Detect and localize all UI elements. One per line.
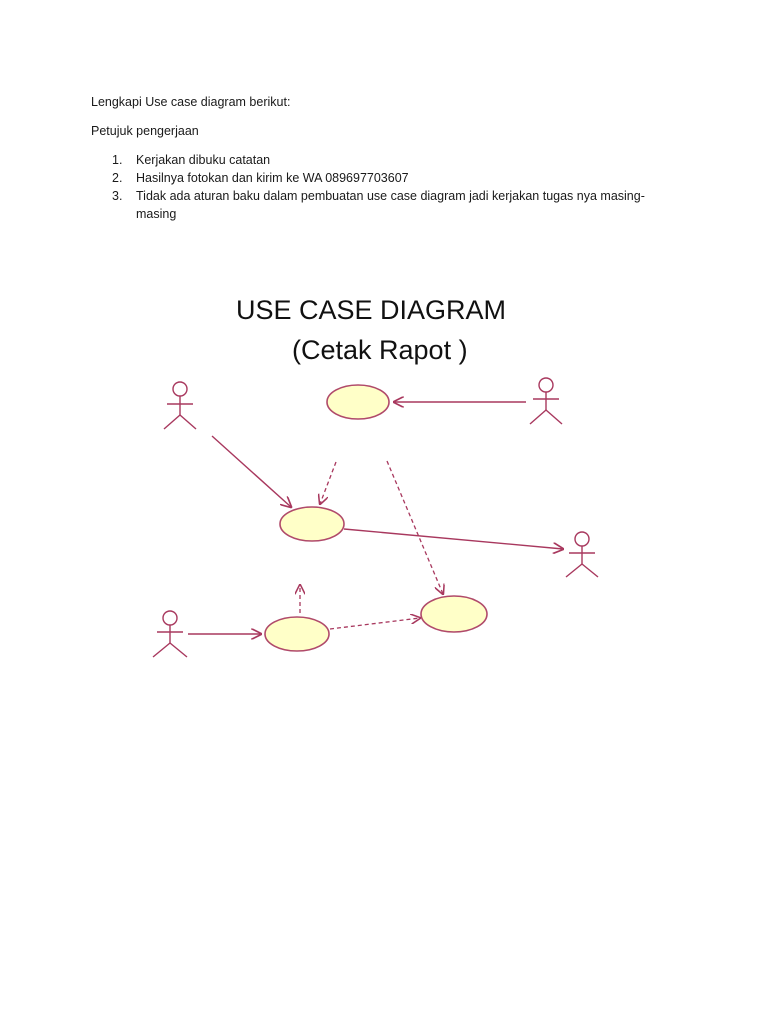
use-case-ellipse — [265, 617, 329, 651]
actor-icon — [566, 532, 598, 577]
list-item-number: 3. — [112, 189, 123, 203]
list-item-number: 2. — [112, 171, 123, 185]
actor-icon — [164, 382, 196, 429]
actor-icon — [153, 611, 187, 657]
list-item-text: Tidak ada aturan baku dalam pembuatan use case diagram jadi kerjakan tugas nya masing-masing — [136, 189, 645, 221]
use-case-ellipse — [280, 507, 344, 541]
dependency-arrow — [387, 461, 443, 594]
association-arrow — [344, 529, 563, 549]
use-case-ellipse — [421, 596, 487, 632]
instructions-heading: Petujuk pengerjaan — [91, 124, 199, 138]
diagram-subtitle: (Cetak Rapot ) — [292, 335, 468, 365]
diagram-title: USE CASE DIAGRAM — [236, 295, 507, 325]
actor-icon — [530, 378, 562, 424]
list-item-number: 1. — [112, 153, 123, 167]
list-item-text: Kerjakan dibuku catatan — [136, 153, 271, 167]
association-arrow — [212, 436, 291, 507]
intro-text: Lengkapi Use case diagram berikut: — [91, 95, 291, 109]
use-case-ellipse — [327, 385, 389, 419]
list-item-text: Hasilnya fotokan dan kirim ke WA 089697703607 — [136, 171, 409, 185]
dependency-arrow — [320, 462, 336, 504]
dependency-arrow — [330, 618, 420, 629]
